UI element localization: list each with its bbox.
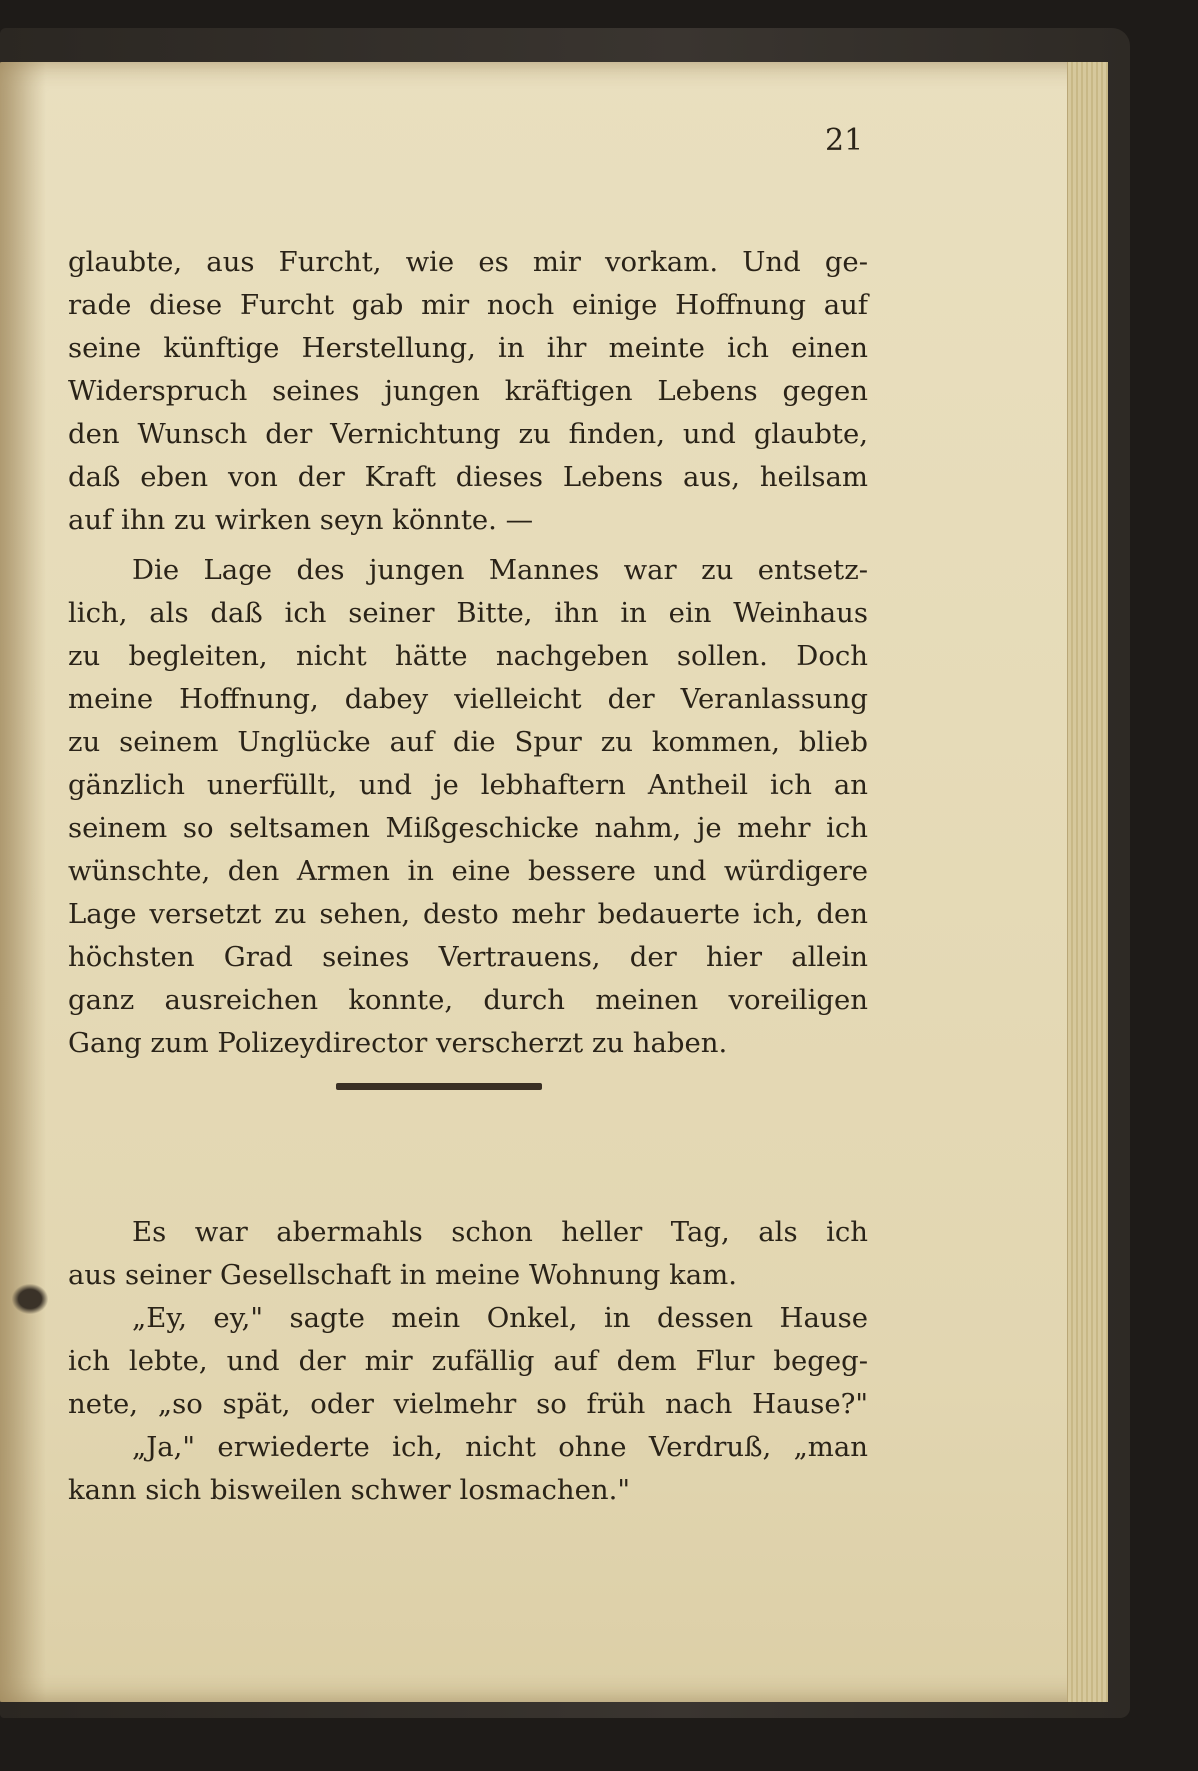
page-edge-stack	[1067, 62, 1108, 1702]
text-line: lich, als daß ich seiner Bitte, ihn in ein Weinhaus	[68, 597, 868, 629]
text-line: den Wunsch der Vernichtung zu finden, und glaubte,	[68, 418, 868, 450]
text-line: Lage versetzt zu sehen, desto mehr bedauerte ich, den	[68, 898, 868, 930]
text-line: „Ey, ey," sagte mein Onkel, in dessen Hause	[132, 1302, 868, 1334]
text-line: meine Hoffnung, dabey vielleicht der Veranlassung	[68, 683, 868, 715]
text-line: kann sich bisweilen schwer losmachen."	[68, 1474, 630, 1506]
text-line: zu begleiten, nicht hätte nachgeben sollen. Doch	[68, 640, 868, 672]
text-line: Die Lage des jungen Mannes war zu entsetz-	[132, 554, 868, 586]
text-line: „Ja," erwiederte ich, nicht ohne Verdruß, „man	[132, 1431, 868, 1463]
page-number: 21	[825, 123, 864, 158]
text-line: Gang zum Polizeydirector verscherzt zu haben.	[68, 1027, 728, 1059]
text-line: auf ihn zu wirken seyn könnte. —	[68, 504, 534, 536]
text-line: wünschte, den Armen in eine bessere und würdigere	[68, 855, 868, 887]
page-gutter-shadow	[0, 62, 46, 1702]
ink-blot	[12, 1284, 48, 1314]
text-line: seinem so seltsamen Mißgeschicke nahm, je mehr ich	[68, 812, 868, 844]
text-line: nete, „so spät, oder vielmehr so früh nach Hause?"	[68, 1388, 868, 1420]
text-line: glaubte, aus Furcht, wie es mir vorkam. Und ge-	[68, 246, 868, 278]
text-line: Es war abermahls schon heller Tag, als ich	[132, 1216, 868, 1248]
text-line: aus seiner Gesellschaft in meine Wohnung kam.	[68, 1259, 737, 1291]
text-line: daß eben von der Kraft dieses Lebens aus, heilsam	[68, 461, 868, 493]
text-line: höchsten Grad seines Vertrauens, der hier allein	[68, 941, 868, 973]
text-line: gänzlich unerfüllt, und je lebhaftern Antheil ich an	[68, 769, 868, 801]
text-line: rade diese Furcht gab mir noch einige Hoffnung auf	[68, 289, 868, 321]
text-line: seine künftige Herstellung, in ihr meinte ich einen	[68, 332, 868, 364]
text-line: zu seinem Unglücke auf die Spur zu kommen, blieb	[68, 726, 868, 758]
text-line: ganz ausreichen konnte, durch meinen voreiligen	[68, 984, 868, 1016]
text-line: Widerspruch seines jungen kräftigen Lebens gegen	[68, 375, 868, 407]
text-line: ich lebte, und der mir zufällig auf dem Flur begeg-	[68, 1345, 868, 1377]
section-divider-rule	[336, 1083, 542, 1090]
